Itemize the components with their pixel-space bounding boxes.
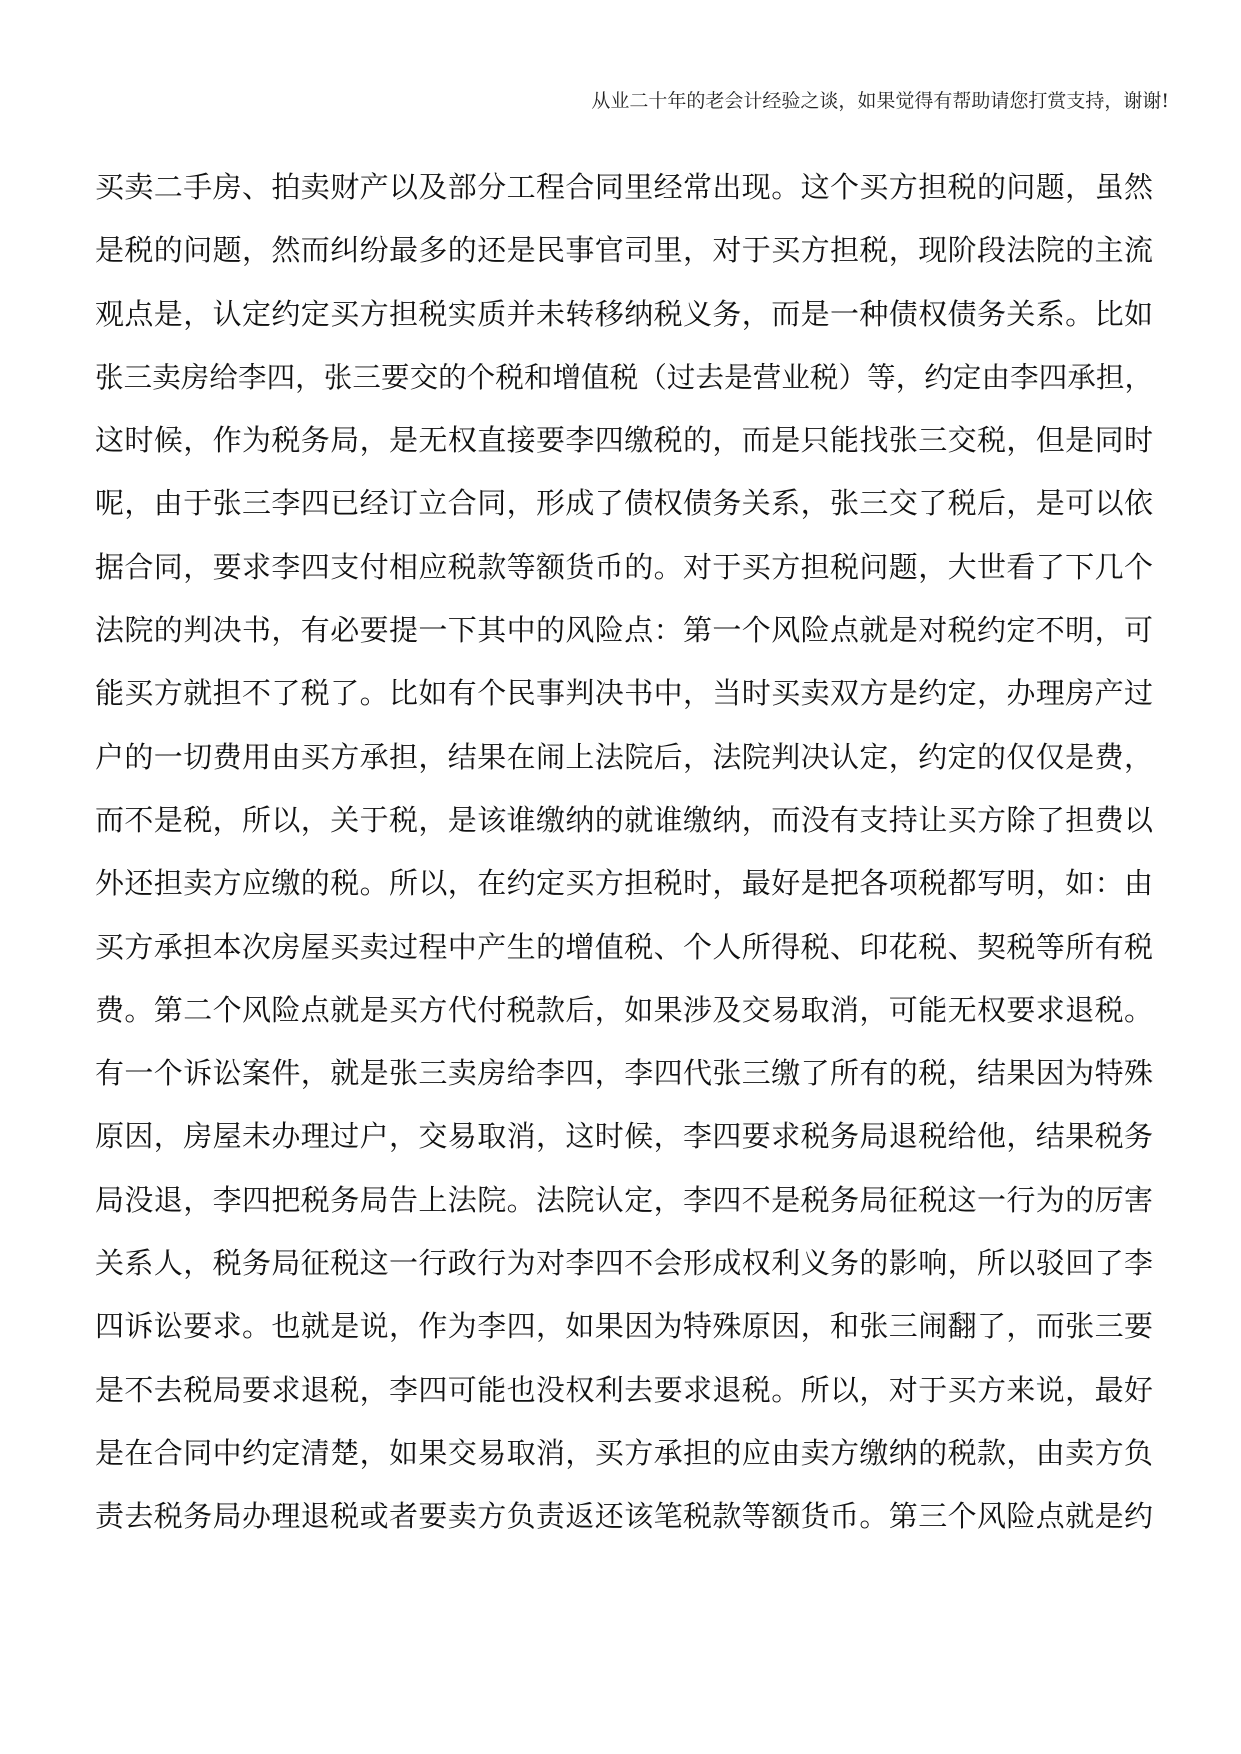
text-line: 而不是税，所以，关于税，是该谁缴纳的就谁缴纳，而没有支持让买方除了担费以 [95,802,1153,837]
text-line: 张三卖房给李四，张三要交的个税和增值税（过去是营业税）等，约定由李四承担， [95,360,1153,394]
text-line: 呢，由于张三李四已经订立合同，形成了债权债务关系，张三交了税后，是可以依 [95,486,1153,521]
text-line: 买卖二手房、拍卖财产以及部分工程合同里经常出现。这个买方担税的问题，虽然 [95,170,1153,204]
text-line: 原因，房屋未办理过户，交易取消，这时候，李四要求税务局退税给他，结果税务 [95,1119,1153,1154]
text-line: 局没退，李四把税务局告上法院。法院认定，李四不是税务局征税这一行为的厉害 [95,1182,1153,1217]
text-line: 是在合同中约定清楚，如果交易取消，买方承担的应由卖方缴纳的税款，由卖方负 [95,1435,1153,1470]
text-line: 法院的判决书，有必要提一下其中的风险点：第一个风险点就是对税约定不明，可 [95,613,1153,648]
text-line: 买方承担本次房屋买卖过程中产生的增值税、个人所得税、印花税、契税等所有税 [95,929,1153,964]
text-line: 有一个诉讼案件，就是张三卖房给李四，李四代张三缴了所有的税，结果因为特殊 [95,1056,1153,1091]
text-line: 四诉讼要求。也就是说，作为李四，如果因为特殊原因，和张三闹翻了，而张三要 [95,1309,1153,1344]
text-line: 户的一切费用由买方承担，结果在闹上法院后，法院判决认定，约定的仅仅是费， [95,739,1153,774]
text-line: 观点是，认定约定买方担税实质并未转移纳税义务，而是一种债权债务关系。比如 [95,296,1153,331]
text-line: 是不去税局要求退税，李四可能也没权利去要求退税。所以，对于买方来说，最好 [95,1372,1153,1407]
text-line: 关系人，税务局征税这一行政行为对李四不会形成权利义务的影响，所以驳回了李 [95,1246,1153,1281]
text-line: 是税的问题，然而纠纷最多的还是民事官司里，对于买方担税，现阶段法院的主流 [95,233,1153,268]
text-line: 据合同，要求李四支付相应税款等额货币的。对于买方担税问题，大世看了下几个 [95,549,1153,584]
text-line: 这时候，作为税务局，是无权直接要李四缴税的，而是只能找张三交税，但是同时 [95,423,1153,458]
text-line: 费。第二个风险点就是买方代付税款后，如果涉及交易取消，可能无权要求退税。 [95,992,1153,1027]
text-line: 责去税务局办理退税或者要卖方负责返还该笔税款等额货币。第三个风险点就是约 [95,1499,1153,1534]
text-line: 外还担卖方应缴的税。所以，在约定买方担税时，最好是把各项税都写明，如：由 [95,866,1153,901]
text-line: 能买方就担不了税了。比如有个民事判决书中，当时买卖双方是约定，办理房产过 [95,676,1153,711]
header-note: 从业二十年的老会计经验之谈，如果觉得有帮助请您打赏支持，谢谢! [591,90,1169,112]
body-text [95,156,1153,1549]
